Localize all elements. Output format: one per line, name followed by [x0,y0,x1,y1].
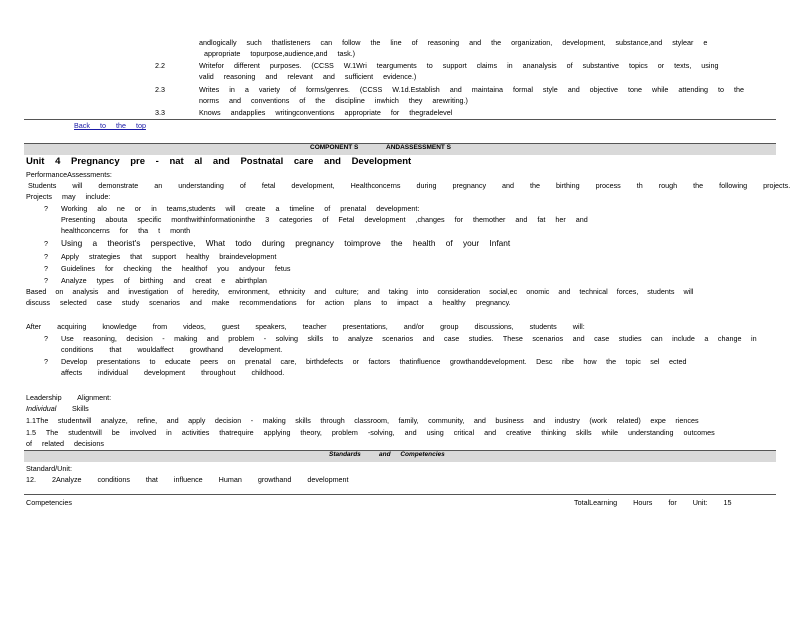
based-on-line: discuss selected case study scenarios and make recommendations for action plans to impact a healthy pregnancy. [26,298,511,307]
assessments-label: ANDASSESSMENT S [386,144,452,151]
components-header-bar [24,143,776,155]
item-number: 2.3 [155,85,165,94]
item-number: 3.3 [155,108,165,117]
skills-label: Skills [72,404,89,413]
item-number: 2.2 [155,61,165,70]
bullet-mark: ? [44,334,48,343]
bullet-mark: ? [44,264,48,273]
total-learning-hours: TotalLearning Hours for Unit: 15 [574,498,732,507]
continued-text-line: andlogically such thatlisteners can follow the line of reasoning and the organization, development, substance,and stylear e [199,38,708,47]
divider [24,494,776,495]
item-text: norms and conventions of the discipline inwhich they arewriting.) [199,96,468,105]
back-to-top-link[interactable]: Back to the top [74,121,146,130]
leadership-item: of related decisions [26,439,104,448]
continued-text-line: appropriate topurpose,audience,and task.) [204,49,356,58]
item-text: Knows andapplies writingconventions appropriate for thegradelevel [199,108,453,117]
individual-label: Individual [26,404,57,413]
item-text: valid reasoning and relevant and sufficient evidence.) [199,72,417,81]
standards-label: Standards [329,451,361,458]
standards-header-bar [24,450,776,462]
item-text: Writes in a variety of forms/genres. (CCSS W.1d.Establish and maintaina formal style and objective tone while attending to the [199,85,744,94]
competencies-label: and Competencies [379,451,445,458]
leadership-item: 1.1The studentwill analyze, refine, and apply decision - making skills through classroom, family, community, and business and industry (work related) expe riences [26,416,699,425]
bullet-text: Using a theorist's perspective, What todo during pregnancy toimprove the health of your Infant [61,238,511,248]
bullet-text: Apply strategies that support healthy braindevelopment [61,252,277,261]
projects-line: Projects may include: [26,192,111,201]
bullet-text: Develop presentations to educate peers on prenatal care, birthdefects or factors thatinfluence growthanddevelopment. Desc ribe how the topic sel ected [61,357,687,366]
performance-heading: PerformanceAssessments: [26,170,112,179]
competencies-row-label: Competencies [26,498,72,507]
standard-unit-line: 12. 2Analyze conditions that influence Human growthand development [26,475,349,484]
intro-line: Students will demonstrate an understanding of fetal development, Healthconcerns during pregnancy and the birthing process th rough the following projects. [28,181,791,190]
divider [24,119,776,120]
bullet-text: Presenting abouta specific monthwithinformationinthe 3 categories of Fetal development ,changes for themother and fat her and [61,215,588,224]
leadership-heading: Leadership Alignment: [26,393,112,402]
bullet-mark: ? [44,239,48,248]
item-text: Writefor different purposes. (CCSS W.1Wri tearguments to support claims in ananalysis of substantive topics or texts, using [199,61,719,70]
bullet-mark: ? [44,204,48,213]
bullet-text: healthconcerns for tha t month [61,226,191,235]
after-line: After acquiring knowledge from videos, guest speakers, teacher presentations, and/or group discussions, students will: [26,322,585,331]
components-label: COMPONENT S [310,144,359,151]
leadership-item: 1.5 The studentwill be involved in activities thatrequire applying theory, problem -solving, and using critical and creative thinking skills while understanding outcomes [26,428,715,437]
bullet-text: Working alo ne or in teams,students will create a timeline of prenatal development: [61,204,420,213]
bullet-text: conditions that wouldaffect growthand development. [61,345,283,354]
unit-title: Unit 4 Pregnancy pre - nat al and Postnatal care and Development [26,156,412,167]
standard-unit-heading: Standard/Unit: [26,464,72,473]
bullet-mark: ? [44,357,48,366]
bullet-text: Use reasoning, decision - making and problem - solving skills to analyze scenarios and case studies. These scenarios and case studies can include a change in [61,334,757,343]
based-on-line: Based on analysis and investigation of heredity, environment, ethnicity and culture; and taking into consideration social,ec onomic and technical forces, students will [26,287,694,296]
bullet-mark: ? [44,252,48,261]
bullet-text: Guidelines for checking the healthof you andyour fetus [61,264,291,273]
bullet-text: affects individual development throughout childhood. [61,368,285,377]
bullet-text: Analyze types of birthing and creat e abirthplan [61,276,267,285]
bullet-mark: ? [44,276,48,285]
